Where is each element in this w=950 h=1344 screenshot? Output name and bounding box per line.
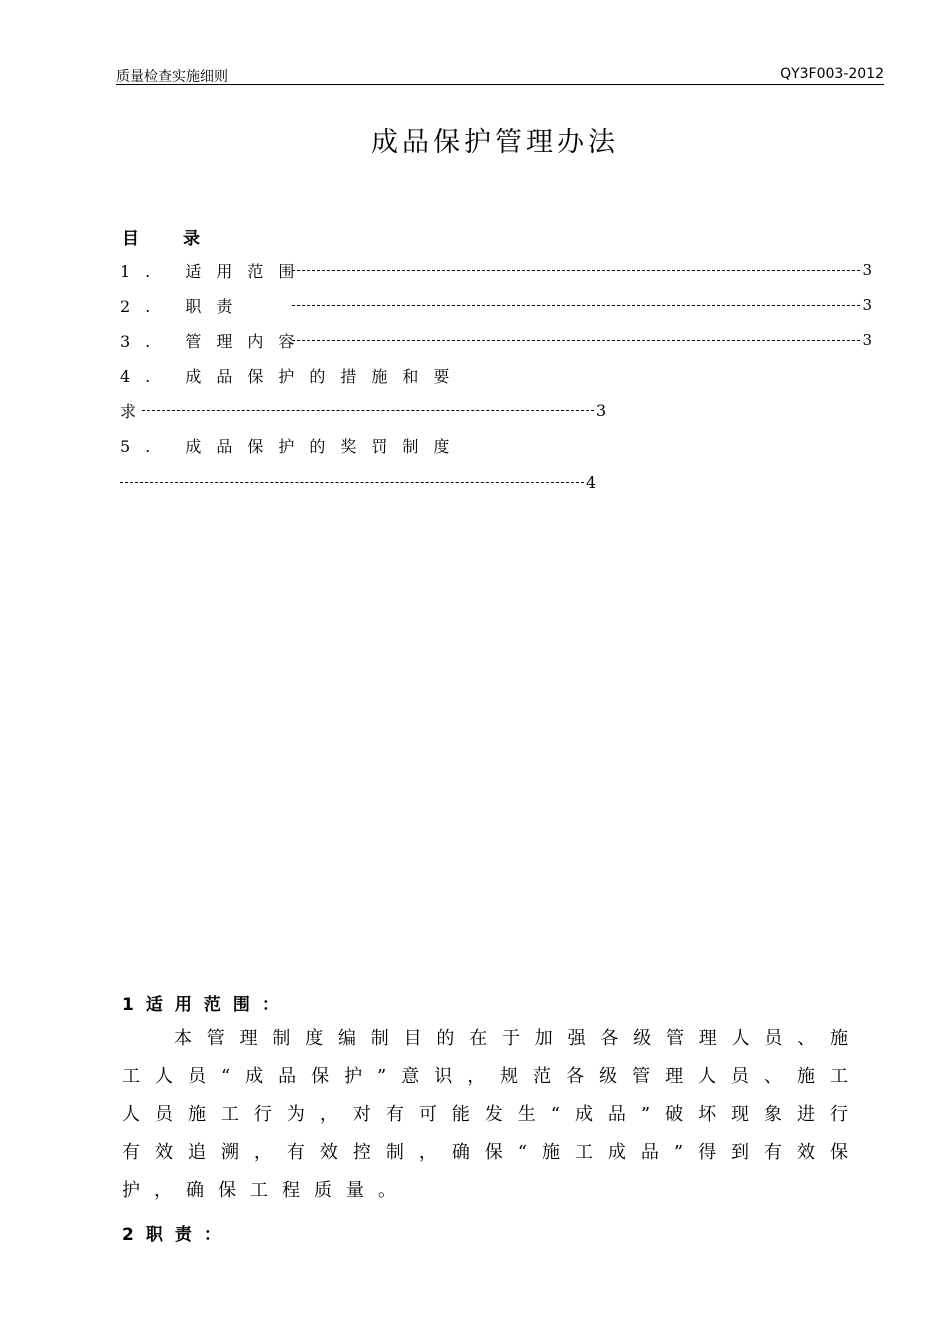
toc-item-continuation[interactable] bbox=[120, 398, 606, 422]
section-heading: 2职责： bbox=[122, 1225, 233, 1245]
toc-item-label: 2. 职责 bbox=[120, 296, 248, 316]
toc-item-label: 1. 适用范围 bbox=[120, 261, 310, 281]
page-title: 成品保护管理办法 bbox=[371, 127, 619, 158]
toc-item[interactable] bbox=[120, 363, 464, 387]
toc-item[interactable] bbox=[120, 433, 464, 457]
toc-leader bbox=[292, 305, 860, 306]
header-rule bbox=[116, 84, 884, 85]
toc-leader bbox=[120, 482, 584, 483]
toc-item[interactable] bbox=[120, 328, 872, 352]
toc-item-page: 3 bbox=[862, 296, 872, 314]
toc-item-label: 3. 管理内容 bbox=[120, 331, 310, 351]
toc-item-page: 3 bbox=[596, 400, 607, 420]
toc-item[interactable] bbox=[120, 293, 872, 317]
toc-item-label: 4. 成品保护的措施和要 bbox=[120, 366, 465, 386]
toc-item-continuation[interactable] bbox=[120, 470, 596, 494]
toc-item-label-cont: 求 bbox=[120, 401, 137, 421]
toc-item-page: 3 bbox=[862, 331, 872, 349]
toc-heading bbox=[122, 224, 200, 249]
header-doc-code: QY3F003-2012 bbox=[780, 66, 884, 82]
toc-heading-a: 目 bbox=[122, 229, 139, 249]
header-doc-title: 质量检查实施细则 bbox=[116, 69, 228, 85]
section-heading: 1适用范围： bbox=[122, 995, 291, 1015]
toc-item-page: 4 bbox=[586, 472, 597, 492]
toc-leader bbox=[142, 410, 594, 411]
toc-leader bbox=[292, 340, 860, 341]
toc-heading-b: 录 bbox=[183, 229, 200, 249]
section-body: 本管理制度编制目的在于加强各级管理人员、施工人员“成品保护”意识，规范各级管理人员、施工人员施工行为，对有可能发生“成品”破坏现象进行有效追溯，有效控制，确保“施工成品”得到有效保护，确保工程质量。 bbox=[122, 1028, 862, 1201]
toc-item-page: 3 bbox=[862, 261, 872, 279]
toc-item-label: 5. 成品保护的奖罚制度 bbox=[120, 436, 465, 456]
toc-item[interactable] bbox=[120, 258, 872, 282]
toc-leader bbox=[292, 270, 860, 271]
